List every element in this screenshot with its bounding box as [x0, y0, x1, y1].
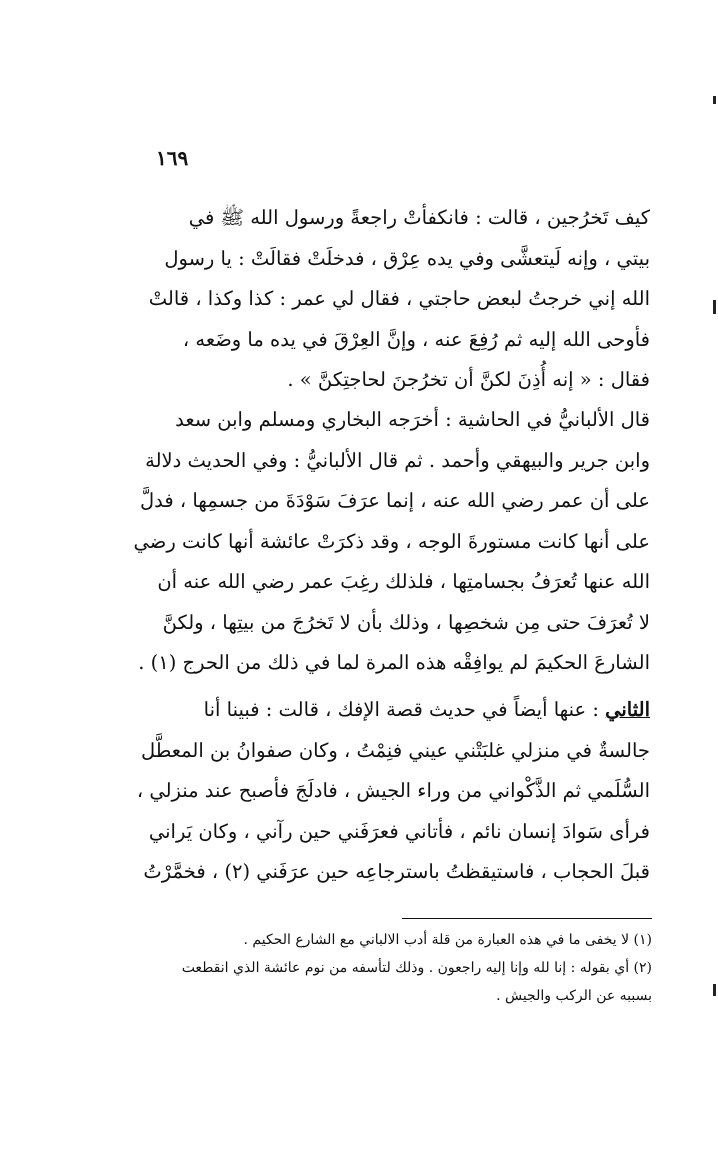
text-line: الشارعَ الحكيمَ لم يوافِقْه هذه المرة لما في ذلك من الحرج (١) .	[138, 651, 650, 674]
text-line: بيتي ، وإنه لَيتعشَّى وفي يده عِرْق ، فدخلَتْ فقالَتْ : يا رسول	[164, 246, 650, 270]
scan-edge-mark	[713, 96, 716, 104]
text-line: فرأى سَوادَ إنسان نائم ، فأتاني فعرَفَني حين رآني ، وكان يَراني	[148, 819, 650, 843]
text-line: الله إني خرجتُ لبعض حاجتي ، فقال لي عمر : كذا وكذا ، قالتْ	[148, 287, 650, 310]
paragraph-2	[118, 400, 650, 684]
text-line: لا تُعرَفَ حتى مِن شخصِها ، وذلك بأن لا تَخرُجَ من بيتِها ، ولكنَّ	[162, 610, 650, 634]
footnote-divider	[402, 918, 652, 919]
text-line: الله عنها تُعرَفُ بجسامتِها ، فلذلك رغِبَ عمر رضي الله عنه أن	[157, 570, 650, 593]
text-line: وابن جرير والبيهقي وأحمد . ثم قال الألبانيُّ : وفي الحديث دلالة	[145, 448, 650, 472]
paragraph-1	[118, 198, 650, 401]
footnote-1: (١) لا يخفى ما في هذه العبارة من قلة أدب الالباني مع الشارع الحكيم .	[243, 932, 652, 948]
footnotes	[170, 926, 652, 1010]
page-number: ١٦٩	[156, 146, 189, 170]
section-lead-word: الثاني	[605, 698, 650, 721]
text-line: جالسةٌ في منزلي غلبَتْني عيني فنِمْتُ ، وكان صفوانُ بن المعطَّل	[140, 738, 650, 762]
text-line: قبلَ الحجاب ، فاستيقظتُ باسترجاعِه حين عرَفَني (٢) ، فخمَّرْتُ	[143, 860, 650, 883]
text-line: السُّلَمي ثم الذَّكْواني من وراء الجيش ، فادلَجَ فأصبح عند منزلي ،	[136, 779, 650, 802]
text-line: فأوحى الله إليه ثم رُفِعَ عنه ، وإنَّ العِرْقَ في يده ما وضَعه ،	[182, 327, 650, 351]
footnote-2-continued: بسببه عن الركب والجيش .	[496, 988, 652, 1004]
text-line: على أن عمر رضي الله عنه ، إنما عرَفَ سَوْدَةَ من جسمِها ، فدلَّ	[139, 489, 650, 512]
text-line: قال الألبانيُّ في الحاشية : أخرَجه البخاري ومسلم وابن سعد	[175, 408, 650, 431]
scan-edge-mark	[713, 300, 716, 314]
text-line: فقال : « إنه أُذِنَ لكنَّ أن تخرُجنَ لحاجتِكنَّ » .	[287, 368, 650, 391]
text-line-rest: : عنها أيضاً في حديث قصة الإفك ، قالت : فبينا أنا	[203, 698, 599, 721]
footnote-2: (٢) أي بقوله : إنا لله وإنا إليه راجعون . وذلك لتأسفه من نوم عائشة الذي انقطعت	[181, 960, 652, 976]
scan-edge-mark	[713, 984, 716, 996]
text-line: على أنها كانت مستورةَ الوجه ، وقد ذكرَتْ عائشة أنها كانت رضي	[133, 529, 650, 553]
text-line-first	[118, 690, 650, 731]
paragraph-3	[118, 690, 650, 893]
text-line: كيف تَخرُجين ، قالت : فانكفأتْ راجعةً ورسول الله ﷺ في	[188, 206, 650, 229]
